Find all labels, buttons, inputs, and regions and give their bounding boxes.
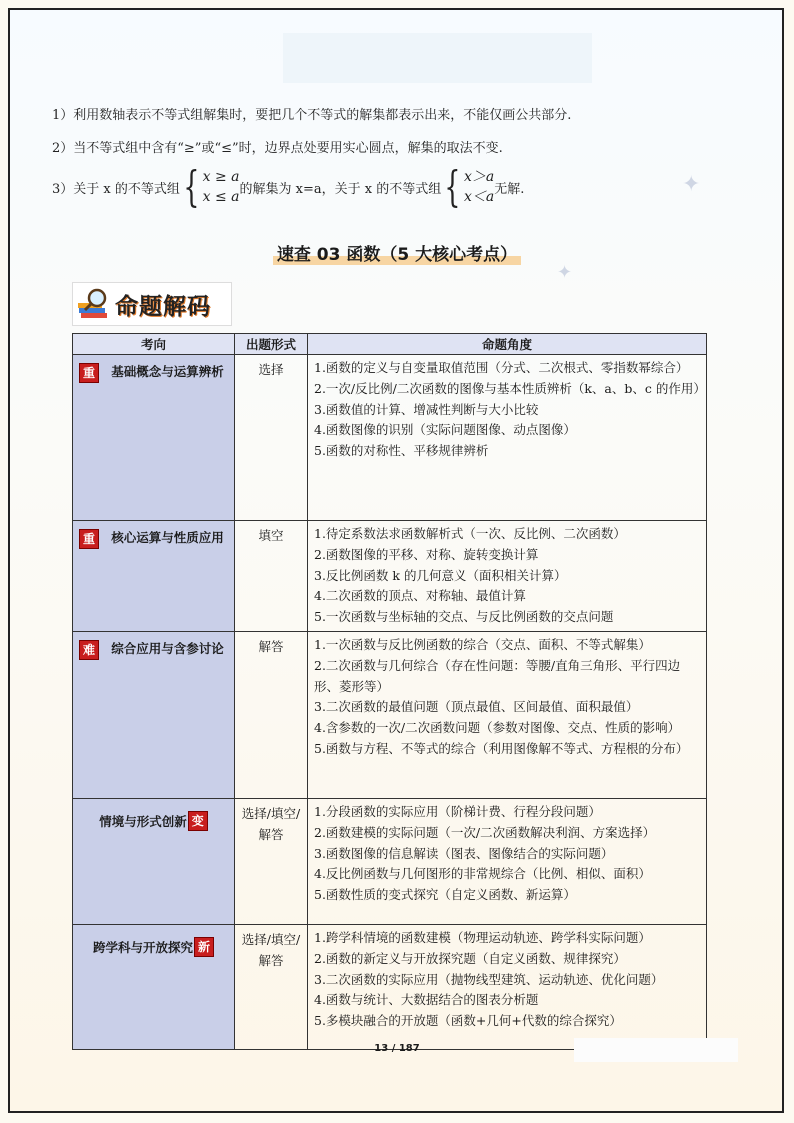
topic-label: 核心运算与性质应用 [111, 530, 224, 545]
topic-label: 基础概念与运算辨析 [111, 364, 224, 379]
topic-label: 情境与形式创新 [99, 813, 187, 829]
angle-item: 2.函数建模的实际问题（一次/二次函数解决利润、方案选择） [314, 824, 656, 840]
table-header-row [73, 334, 707, 355]
header-form: 出题形式 [235, 334, 308, 355]
section-title [0, 240, 794, 265]
angle-item: 5.一次函数与坐标轴的交点、与反比例函数的交点问题 [314, 609, 614, 625]
angle-item: 5.函数性质的变式探究（自定义函数、新运算） [314, 887, 576, 903]
angle-item: 3.二次函数的最值问题（顶点最值、区间最值、面积最值） [314, 699, 639, 715]
rule-2: 2）当不等式组中含有“≥”或“≤”时，边界点处要用实心圆点，解集的取法不变. [52, 141, 503, 156]
angles-cell [308, 631, 707, 798]
rule-3-suffix: 无解. [494, 181, 525, 197]
topic-label: 综合应用与含参讨论 [111, 640, 224, 656]
exam-table [72, 333, 707, 1050]
rule-3 [52, 162, 525, 211]
angles-cell [308, 355, 707, 521]
sys1-line-2: x ≤ a [202, 189, 240, 205]
form-cell: 选择 [235, 355, 308, 521]
angles-cell [308, 798, 707, 924]
table-row [73, 631, 707, 798]
angle-item: 2.二次函数与几何综合（存在性问题：等腰/直角三角形、平行四边形、菱形等） [314, 657, 681, 694]
sparkle-icon: ✦ [557, 262, 573, 283]
table-row [73, 521, 707, 632]
angles-cell [308, 521, 707, 632]
sys2-line-2: x＜a [463, 189, 495, 205]
sys2-line-1: x＞a [463, 169, 495, 185]
topic-label: 跨学科与开放探究 [92, 939, 193, 955]
rule-3-middle: 的解集为 x=a，关于 x 的不等式组 [239, 181, 442, 197]
topic-cell [73, 355, 235, 521]
angle-item: 3.反比例函数 k 的几何意义（面积相关计算） [314, 567, 567, 583]
table-row [73, 924, 707, 1049]
topic-cell [73, 798, 235, 924]
angle-item: 4.函数与统计、大数据结合的图表分析题 [314, 992, 539, 1008]
inequality-system-2 [464, 167, 494, 207]
logo-text: 命题解码 [115, 293, 211, 320]
angle-item: 4.函数图像的识别（实际问题图像、动点图像） [314, 422, 576, 438]
inequality-system-1 [203, 167, 240, 207]
angle-item: 3.函数值的计算、增减性判断与大小比较 [314, 401, 539, 417]
header-box [283, 33, 592, 83]
logo-badge [72, 282, 232, 326]
angle-item: 1.跨学科情境的函数建模（物理运动轨迹、跨学科实际问题） [314, 929, 651, 945]
table-row [73, 798, 707, 924]
form-cell: 解答 [235, 631, 308, 798]
page-number: 13 / 187 [374, 1043, 420, 1054]
magnifier-books-icon [77, 286, 113, 322]
rule-3-prefix: 3）关于 x 的不等式组 [52, 181, 180, 197]
topic-cell [73, 924, 235, 1049]
form-cell: 填空 [235, 521, 308, 632]
form-cell: 选择/填空/解答 [235, 924, 308, 1049]
angle-item: 2.一次/反比例/二次函数的图像与基本性质辨析（k、a、b、c 的作用） [314, 380, 706, 396]
angle-item: 4.反比例函数与几何图形的非常规综合（比例、相似、面积） [314, 866, 651, 882]
angle-item: 4.含参数的一次/二次函数问题（参数对图像、交点、性质的影响） [314, 720, 681, 736]
tag-badge: 重 [79, 363, 99, 383]
topic-cell [73, 631, 235, 798]
sparkle-icon: ✦ [682, 172, 701, 197]
angle-item: 1.分段函数的实际应用（阶梯计费、行程分段问题） [314, 803, 601, 819]
angle-item: 1.函数的定义与自变量取值范围（分式、二次根式、零指数幂综合） [314, 360, 689, 375]
topic-cell [73, 521, 235, 632]
tag-badge: 变 [188, 811, 208, 831]
angle-item: 5.多模块融合的开放题（函数+几何+代数的综合探究） [314, 1013, 622, 1029]
header-topic: 考向 [73, 334, 235, 355]
angle-item: 3.函数图像的信息解读（图表、图像结合的实际问题） [314, 845, 614, 861]
tag-badge: 新 [194, 937, 214, 957]
section-title-text: 速查 03 函数（5 大核心考点） [273, 245, 521, 265]
angle-item: 2.函数的新定义与开放探究题（自定义函数、规律探究） [314, 950, 626, 966]
angle-item: 5.函数的对称性、平移规律辨析 [314, 443, 489, 459]
rule-1: 1）利用数轴表示不等式组解集时，要把几个不等式的解集都表示出来，不能仅画公共部分. [52, 108, 572, 123]
sys1-line-1: x ≥ a [202, 169, 240, 185]
angle-item: 4.二次函数的顶点、对称轴、最值计算 [314, 588, 526, 604]
angle-item: 1.一次函数与反比例函数的综合（交点、面积、不等式解集） [314, 636, 651, 652]
angle-item: 3.二次函数的实际应用（抛物线型建筑、运动轨迹、优化问题） [314, 971, 664, 987]
brace-icon: { [183, 162, 200, 211]
table-row [73, 355, 707, 521]
tag-badge: 难 [79, 640, 99, 660]
angle-item: 2.函数图像的平移、对称、旋转变换计算 [314, 546, 539, 562]
header-angles: 命题角度 [308, 334, 707, 355]
angle-item: 1.待定系数法求函数解析式（一次、反比例、二次函数） [314, 526, 626, 541]
brace-icon: { [444, 162, 461, 211]
tag-badge: 重 [79, 529, 99, 549]
angle-item: 5.函数与方程、不等式的综合（利用图像解不等式、方程根的分布） [314, 740, 689, 756]
angles-cell [308, 924, 707, 1049]
form-cell: 选择/填空/解答 [235, 798, 308, 924]
